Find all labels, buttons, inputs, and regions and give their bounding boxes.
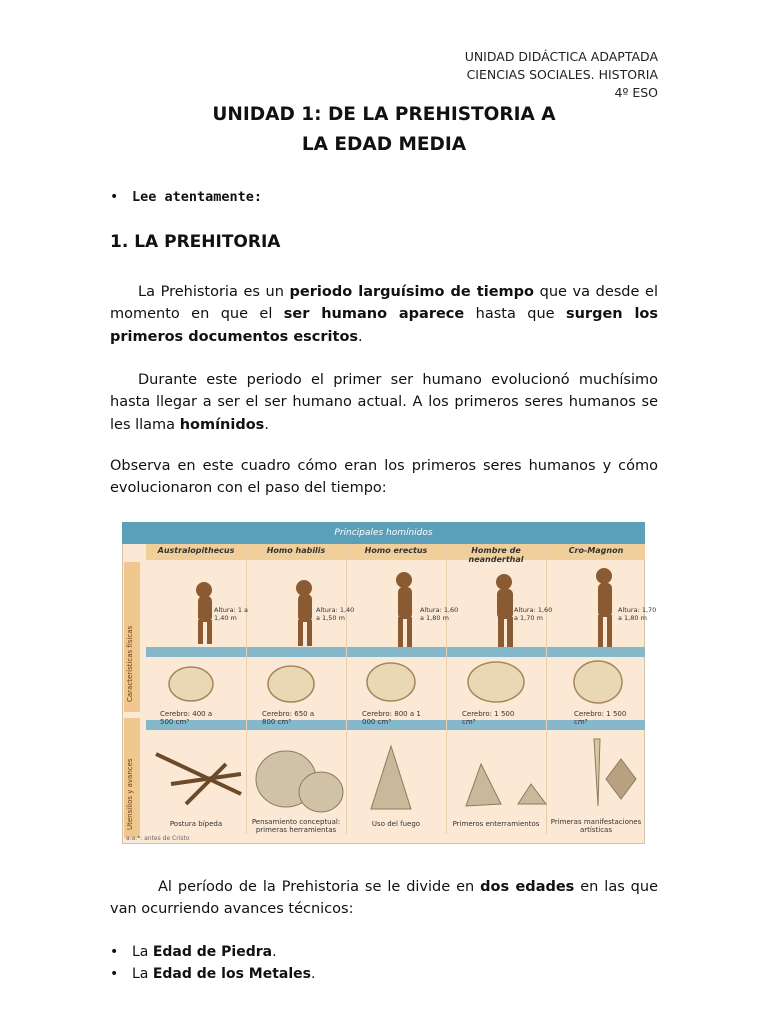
hominids-figure [122, 522, 657, 844]
age-prefix: La [132, 944, 153, 960]
height-label: Altura: 1,60 a 1,70 m [514, 606, 553, 622]
p1-bold-1: periodo larguísimo de tiempo [289, 284, 534, 300]
skull-icon [367, 663, 415, 701]
age-name: Edad de Piedra [152, 944, 273, 960]
advance-caption: Uso del fuego [371, 820, 421, 828]
homo-habilis-figure [296, 580, 312, 646]
neanderthal-figure [496, 574, 513, 647]
advance-caption: Primeros enterramientos [452, 820, 540, 828]
age-suffix: . [310, 966, 316, 982]
skull-icon [574, 661, 622, 703]
age-prefix: La [132, 966, 153, 982]
bullet-icon: • [110, 944, 119, 960]
p4-text-2: en las que van ocurriendo avances técnicos: [110, 879, 658, 918]
document-header [465, 48, 658, 102]
p1-bold-3: surgen los primeros documentos escritos [110, 306, 659, 345]
brain-label: Cerebro: 1 500 cm³ [574, 710, 627, 726]
flint-tool-icon [466, 764, 501, 806]
brain-label: Cerebro: 650 a 800 cm³ [262, 710, 315, 726]
skull-illustrations [146, 660, 645, 714]
paragraph-2 [110, 369, 658, 436]
height-label: Altura: 1 a 1,40 m [214, 606, 249, 622]
section-heading: 1. LA PREHITORIA [110, 232, 281, 252]
p2-text-2: . [264, 416, 269, 433]
bullet-icon: • [110, 966, 119, 982]
skull-icon [169, 667, 213, 701]
p2-bold-1: homínidos [179, 416, 265, 433]
height-label: Altura: 1,40 a 1,50 m [316, 606, 355, 622]
unit-title-line-1: UNIDAD 1: DE LA PREHISTORIA A [212, 104, 556, 125]
skull-icon [268, 666, 314, 702]
p1-text-4: . [358, 328, 363, 345]
advance-caption: Pensamiento conceptual: primeras herramientas [251, 818, 341, 834]
bullet-icon: • [110, 189, 119, 205]
advance-caption: Primeras manifestaciones artísticas [550, 818, 642, 834]
column-label: Australopithecus [157, 546, 235, 555]
header-line-2: CIENCIAS SOCIALES. HISTORIA [466, 67, 658, 82]
skull-icon [468, 662, 524, 702]
tools-illustrations [146, 734, 645, 820]
column-label: Hombre de neanderthal [468, 546, 524, 564]
side-label-tools: Utensilios y avances [124, 718, 140, 838]
p1-bold-2: ser humano aparece [283, 306, 465, 323]
instruction-text: Lee atentamente: [132, 189, 263, 205]
figure-footnote: a.a.*: antes de Cristo [126, 835, 190, 842]
unit-title-line-2: LA EDAD MEDIA [301, 134, 467, 155]
paragraph-1 [110, 281, 658, 348]
p4-bold-1: dos edades [480, 879, 575, 895]
p1-text-3: hasta que [464, 306, 566, 323]
age-name: Edad de los Metales [152, 966, 311, 982]
stick-icon [156, 754, 241, 804]
cro-magnon-figure [596, 568, 612, 647]
australopithecus-figure [196, 582, 212, 644]
p2-text-1: Durante este periodo el primer ser humano evolucionó muchísimo hasta llegar a ser el ser humano actual. A los primeros seres humanos se les llama [110, 372, 658, 433]
header-line-1: UNIDAD DIDÁCTICA ADAPTADA [464, 49, 658, 64]
p1-text-1: La Prehistoria es un [138, 284, 290, 300]
needle-tool-icon [594, 739, 600, 806]
height-label: Altura: 1,60 a 1,80 m [420, 606, 459, 622]
header-line-3: 4º ESO [614, 85, 658, 100]
paragraph-4 [110, 876, 658, 921]
arrowhead-icon [606, 759, 636, 799]
flint-tool-icon [518, 784, 546, 804]
homo-erectus-figure [396, 572, 412, 647]
brain-label: Cerebro: 800 a 1 000 cm³ [362, 710, 421, 726]
p1-text-2: que va desde el momento en que el [110, 284, 658, 323]
stone-tool-icon [299, 772, 343, 812]
column-label: Cro-Magnon [568, 546, 624, 555]
paragraph-3: Observa en este cuadro cómo eran los primeros seres humanos y cómo evolucionaron con el paso del tiempo: [110, 458, 658, 497]
column-label: Homo habilis [266, 546, 326, 555]
figure-title: Principales homínidos [122, 522, 645, 544]
flint-tool-icon [371, 746, 411, 809]
advance-caption: Postura bípeda [169, 820, 223, 828]
brain-label: Cerebro: 1 500 cm³ [462, 710, 515, 726]
column-label: Homo erectus [364, 546, 428, 555]
height-label: Altura: 1,70 a 1,80 m [618, 606, 657, 622]
side-label-physical: Características físicas [124, 562, 140, 712]
p4-text-1: Al período de la Prehistoria se le divide en [158, 879, 481, 895]
brain-label: Cerebro: 400 a 500 cm³ [160, 710, 213, 726]
hominid-silhouettes [146, 562, 645, 648]
age-suffix: . [272, 944, 277, 960]
figure-band-1 [146, 647, 645, 657]
